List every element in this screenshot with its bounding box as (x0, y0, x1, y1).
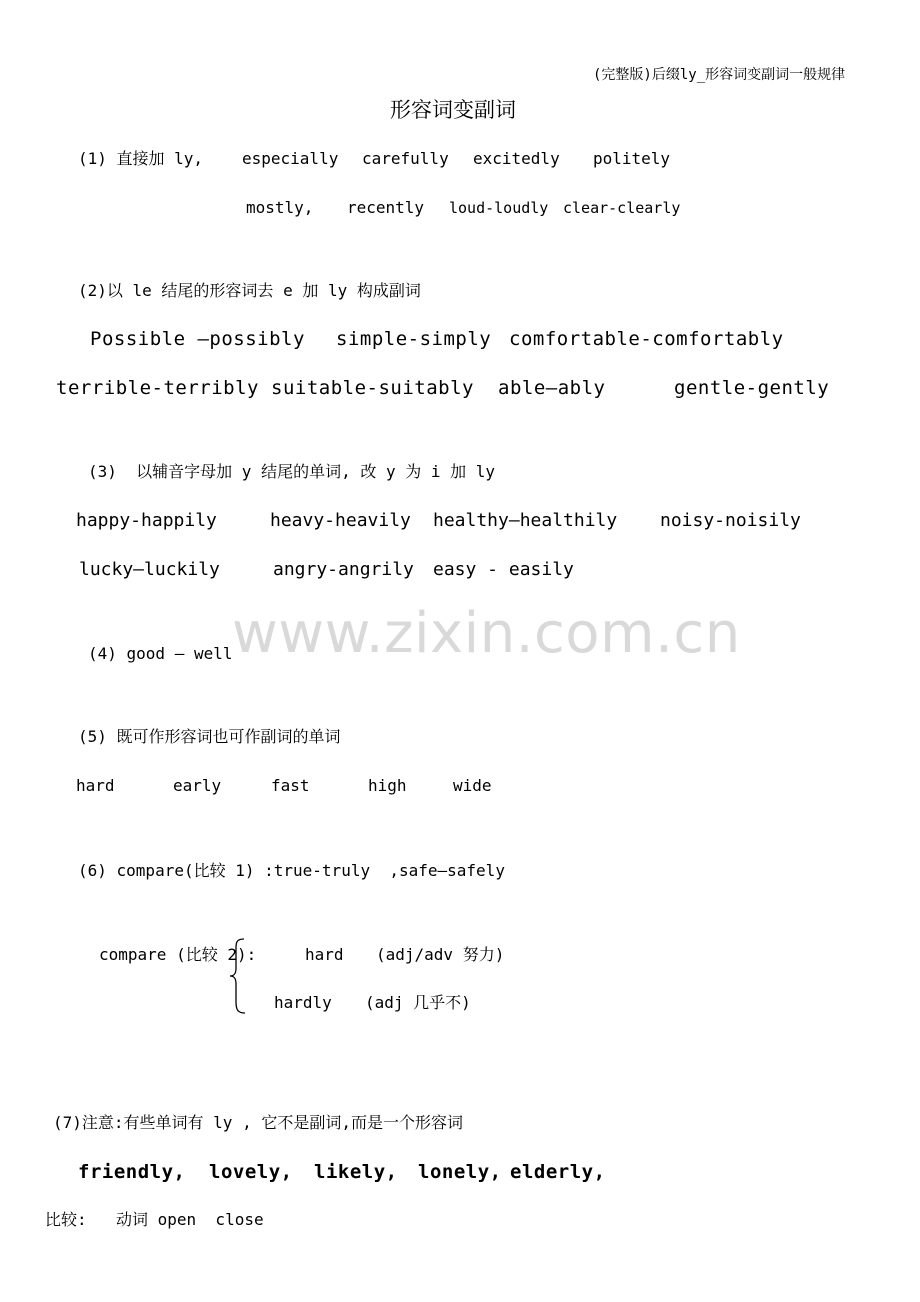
word-likely: likely, (314, 1161, 398, 1183)
word-suitable-suitably: suitable-suitably (271, 377, 474, 399)
word-lonely: lonely, (418, 1161, 502, 1183)
section-4-heading: (4) good — well (88, 644, 233, 663)
word-wide: wide (453, 776, 492, 795)
section-1-heading: (1) 直接加 ly, (78, 149, 204, 168)
section-5-heading: (5) 既可作形容词也可作副词的单词 (78, 727, 341, 746)
word-friendly: friendly, (78, 1161, 186, 1183)
word-healthy-healthily: healthy—healthily (433, 510, 618, 531)
word-comfortable-comfortably: comfortable-comfortably (509, 328, 784, 350)
page-title: 形容词变副词 (390, 98, 516, 122)
compare-hardly-note: (adj 几乎不) (365, 993, 471, 1012)
word-recently: recently (347, 198, 425, 217)
curly-brace-icon (229, 938, 245, 1014)
word-terrible-terribly: terrible-terribly (56, 377, 259, 399)
compare-verbs: 动词 open close (116, 1210, 264, 1229)
compare-hard-word: hard (305, 945, 344, 964)
word-heavy-heavily: heavy-heavily (270, 510, 411, 531)
word-hard: hard (76, 776, 115, 795)
word-possible-possibly: Possible —possibly (90, 328, 305, 350)
word-noisy-noisily: noisy-noisily (660, 510, 801, 531)
compare-hardly-word: hardly (274, 993, 332, 1012)
word-mostly: mostly, (246, 198, 314, 217)
word-gentle-gently: gentle-gently (674, 377, 830, 399)
word-carefully: carefully (362, 149, 449, 168)
word-angry-angrily: angry-angrily (273, 559, 414, 580)
word-lucky-luckily: lucky—luckily (79, 559, 220, 580)
section-2-heading: (2)以 le 结尾的形容词去 e 加 ly 构成副词 (78, 281, 421, 300)
word-able-ably: able—ably (498, 377, 606, 399)
compare-2-label: compare (比较 2): (99, 945, 257, 964)
word-loud-loudly: loud-loudly (449, 199, 549, 217)
word-early: early (173, 776, 222, 795)
word-lovely: lovely, (209, 1161, 293, 1183)
section-7-heading: (7)注意:有些单词有 ly , 它不是副词,而是一个形容词 (53, 1113, 463, 1132)
document-header-label: (完整版)后缀ly_形容词变副词一般规律 (593, 67, 846, 83)
word-politely: politely (593, 149, 671, 168)
word-easy-easily: easy - easily (433, 559, 574, 580)
watermark: www.zixin.com.cn (232, 601, 741, 666)
word-excitedly: excitedly (473, 149, 560, 168)
compare-hard-note: (adj/adv 努力) (376, 945, 505, 964)
word-especially: especially (242, 149, 339, 168)
section-3-heading: (3) 以辅音字母加 y 结尾的单词, 改 y 为 i 加 ly (88, 462, 496, 481)
compare-label: 比较: (45, 1210, 87, 1229)
word-elderly: elderly, (510, 1161, 606, 1183)
word-happy-happily: happy-happily (76, 510, 217, 531)
word-clear-clearly: clear-clearly (563, 199, 681, 217)
section-6-heading: (6) compare(比较 1) :true-truly ,safe—safely (78, 861, 505, 880)
word-simple-simply: simple-simply (336, 328, 492, 350)
word-high: high (368, 776, 407, 795)
word-fast: fast (271, 776, 310, 795)
